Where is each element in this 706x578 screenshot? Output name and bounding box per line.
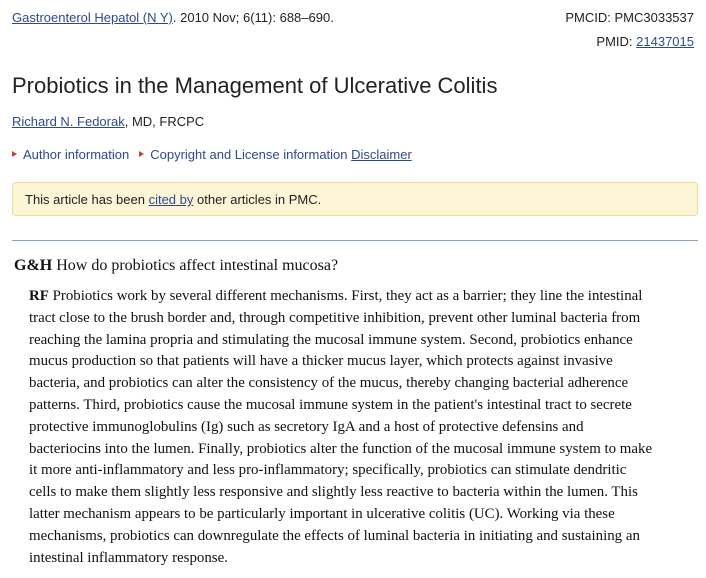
answer-line: bacteria, and probiotics can alter the consistency of the mucus, thereby changing bacterial adherence xyxy=(29,375,629,392)
answer-line xyxy=(29,286,695,308)
author-credentials: , MD, FRCPC xyxy=(124,114,205,129)
answer-line: intestinal inflammatory response. xyxy=(29,549,228,566)
article-identifiers xyxy=(565,9,694,50)
answer-line: cells to make them slightly less responsive and slightly less reactive to bacteria within the lumen. This xyxy=(29,484,638,501)
section-divider xyxy=(12,240,698,241)
answer-line: mucus production so that patients will have a thicker mucus layer, which protects against invasive xyxy=(29,353,613,370)
article-title: Probiotics in the Management of Ulcerative Colitis xyxy=(12,73,498,98)
answer-line: tract close to the brush border and, through competitive inhibition, prevent other luminal bacteria from xyxy=(29,309,641,326)
notice-suffix: other articles in PMC. xyxy=(193,192,322,207)
notice-prefix: This article has been xyxy=(25,192,149,207)
expand-triangle-icon xyxy=(139,151,144,157)
cited-by-link[interactable]: cited by xyxy=(148,192,194,207)
disclaimer-link[interactable]: Disclaimer xyxy=(351,147,412,162)
interview-answer xyxy=(29,286,695,569)
answer-line: reaching the lamina propria and stimulating the mucosal immune system. Second, probiotics enhance xyxy=(29,331,633,348)
author-link[interactable]: Richard N. Fedorak xyxy=(12,114,125,129)
interview-question xyxy=(14,256,338,276)
author-information-label: Author information xyxy=(23,147,130,162)
journal-link[interactable]: Gastroenterol Hepatol (N Y) xyxy=(12,10,173,25)
author-information-toggle[interactable] xyxy=(12,147,129,162)
question-speaker: G&H xyxy=(14,257,53,274)
expand-triangle-icon xyxy=(12,151,17,157)
author-line xyxy=(12,113,204,130)
pmid-row xyxy=(565,33,694,50)
pmcid-label: PMCID: PMC3033537 xyxy=(565,10,694,25)
answer-line: bacteriocins into the lumen. Finally, probiotics alter the function of the mucosal immune system to make xyxy=(29,440,653,457)
answer-line: protective immunoglobulins (Ig) such as secretory IgA and a host of protective defensins and xyxy=(29,418,584,435)
journal-citation xyxy=(12,9,334,26)
copyright-label: Copyright and License information xyxy=(150,147,348,162)
answer-line: latter mechanism appears to be particularly important in ulcerative colitis (UC). Working via these xyxy=(29,505,615,522)
answer-line-text: Probiotics work by several different mechanisms. First, they act as a barrier; they line the intestinal xyxy=(48,288,643,304)
article-info-links xyxy=(12,146,412,163)
answer-line: mechanisms, probiotics can downregulate the effects of luminal bacteria in initiating and sustaining an xyxy=(29,527,640,544)
answer-line: patterns. Third, probiotics cause the mucosal immune system in the patient's intestinal tract to secrete xyxy=(29,396,632,413)
question-text: How do probiotics affect intestinal mucosa? xyxy=(52,257,339,274)
citation-details: . 2010 Nov; 6(11): 688–690. xyxy=(172,10,334,25)
cited-by-notice xyxy=(12,182,698,216)
answer-line: it more anti-inflammatory and less pro-inflammatory; specifically, probiotics can stimulate dendritic xyxy=(29,462,627,479)
pmid-prefix: PMID: xyxy=(596,34,637,49)
answer-speaker: RF xyxy=(29,288,49,304)
copyright-toggle[interactable] xyxy=(139,147,347,162)
pmid-link[interactable]: 21437015 xyxy=(636,34,694,49)
